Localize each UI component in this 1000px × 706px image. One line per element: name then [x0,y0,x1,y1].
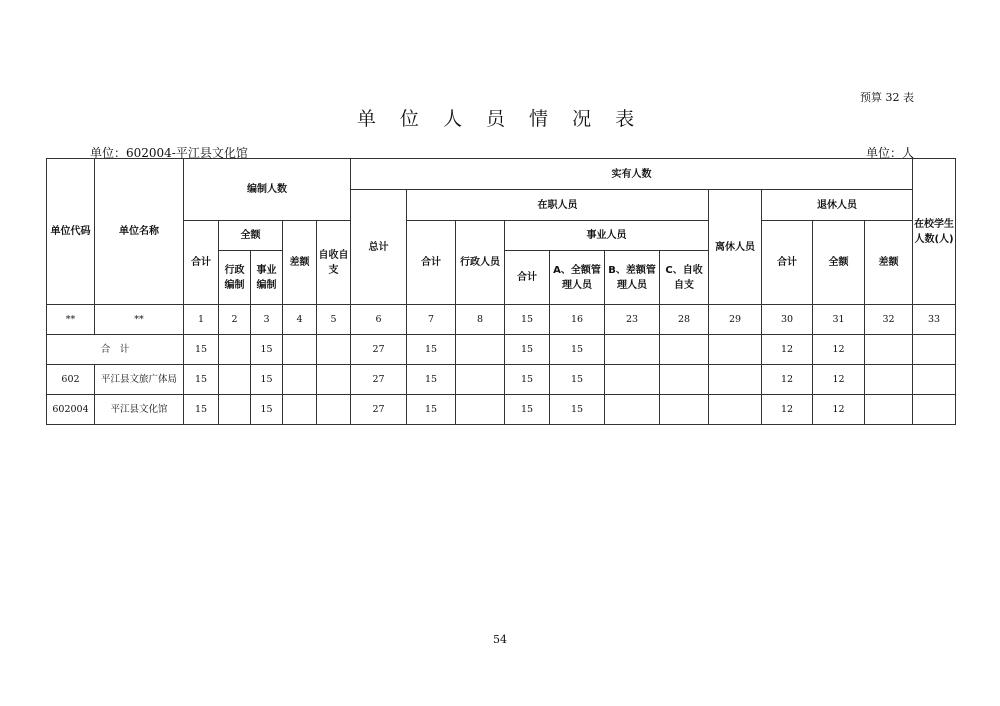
table-cell [913,335,956,365]
column-number-cell: 29 [709,305,762,335]
header-bianzhi-heji: 合计 [184,221,219,305]
table-cell [709,335,762,365]
column-number-cell: 7 [407,305,456,335]
column-number-cell: 6 [351,305,407,335]
table-cell: 15 [407,395,456,425]
header-xingzheng-bianzhi: 行政编制 [219,251,251,305]
header-tuixiu-chae: 差额 [865,221,913,305]
header-code: 单位代码 [47,159,95,305]
column-number-cell: 23 [605,305,660,335]
column-number-cell: 4 [283,305,317,335]
total-label: 合 计 [47,335,184,365]
table-cell [283,335,317,365]
page-number: 54 [493,633,507,646]
table-cell [605,335,660,365]
table-cell: 15 [550,335,605,365]
header-tuixiu: 退休人员 [762,190,913,221]
table-cell: 15 [550,365,605,395]
table-cell [709,365,762,395]
column-number-cell: 5 [317,305,351,335]
table-row [47,365,956,395]
table-cell: 15 [407,335,456,365]
header-zishou: 自收自支 [317,221,351,305]
table-cell [456,365,505,395]
column-number-cell: 2 [219,305,251,335]
form-number: 预算 32 表 [860,91,914,104]
cell-code: 602 [47,365,95,395]
header-zaizhi: 在职人员 [407,190,709,221]
table-cell [660,335,709,365]
column-number-cell: 8 [456,305,505,335]
table-cell: 15 [251,395,283,425]
column-number-cell: 33 [913,305,956,335]
table-cell [709,395,762,425]
cell-name: 平江县文旅广体局 [95,365,184,395]
table-cell: 15 [505,395,550,425]
header-quane: 全额 [219,221,283,251]
header-bianzhi: 编制人数 [184,159,351,221]
table-cell [913,365,956,395]
table-cell [605,395,660,425]
table-cell: 15 [505,335,550,365]
header-zaixiao: 在校学生人数(人) [913,159,956,305]
table-cell: 15 [407,365,456,395]
column-number-cell: 3 [251,305,283,335]
column-number-cell: 16 [550,305,605,335]
table-cell [317,365,351,395]
table-cell: 15 [251,365,283,395]
header-shiyou: 实有人数 [351,159,913,190]
table-cell [865,395,913,425]
table-cell: 15 [184,335,219,365]
column-number-row [47,305,956,335]
cell-code: 602004 [47,395,95,425]
header-c-zishou: C、自收自支 [660,251,709,305]
total-row [47,335,956,365]
table-cell: 15 [184,395,219,425]
table-cell: 15 [505,365,550,395]
table-cell: 12 [762,395,813,425]
header-zaizhi-heji: 合计 [407,221,456,305]
column-number-cell: 1 [184,305,219,335]
table-cell: 12 [813,365,865,395]
column-number-cell: 32 [865,305,913,335]
header-shiye-bianzhi: 事业编制 [251,251,283,305]
table-cell [865,335,913,365]
page-title: 单 位 人 员 情 况 表 [356,108,644,130]
table-cell [660,365,709,395]
table-cell: 12 [813,395,865,425]
unit-measure: 单位：人 [865,146,914,160]
header-chae: 差额 [283,221,317,305]
unit-name: 单位：602004-平江县文化馆 [90,146,248,160]
table-cell [219,395,251,425]
table-cell [456,335,505,365]
table-cell: 12 [762,335,813,365]
table-row [47,395,956,425]
header-name: 单位名称 [95,159,184,305]
personnel-table [46,158,956,425]
header-shiye-heji: 合计 [505,251,550,305]
table-cell [283,395,317,425]
table-cell: 27 [351,395,407,425]
table-cell: 15 [550,395,605,425]
table-cell: 15 [184,365,219,395]
column-number-cell: 31 [813,305,865,335]
table-cell [317,335,351,365]
cell-name: 平江县文化馆 [95,395,184,425]
table-cell: 12 [762,365,813,395]
header-a-quane: A、全额管理人员 [550,251,605,305]
header-shiye-renyuan: 事业人员 [505,221,709,251]
table-cell [605,365,660,395]
column-number-cell: 15 [505,305,550,335]
table-cell: 27 [351,365,407,395]
header-tuixiu-quane: 全额 [813,221,865,305]
table-cell: 15 [251,335,283,365]
header-b-chae: B、差额管理人员 [605,251,660,305]
table-cell [660,395,709,425]
table-cell [865,365,913,395]
table-cell [317,395,351,425]
header-lixiu: 离休人员 [709,190,762,305]
header-zongji: 总计 [351,190,407,305]
column-number-cell: 28 [660,305,709,335]
table-cell [456,395,505,425]
column-number-cell: ** [95,305,184,335]
column-number-cell: 30 [762,305,813,335]
table-cell [283,365,317,395]
table-cell [913,395,956,425]
table-cell [219,365,251,395]
table-cell: 27 [351,335,407,365]
table-cell [219,335,251,365]
table-cell: 12 [813,335,865,365]
column-number-cell: ** [47,305,95,335]
header-tuixiu-heji: 合计 [762,221,813,305]
header-xingzheng-renyuan: 行政人员 [456,221,505,305]
